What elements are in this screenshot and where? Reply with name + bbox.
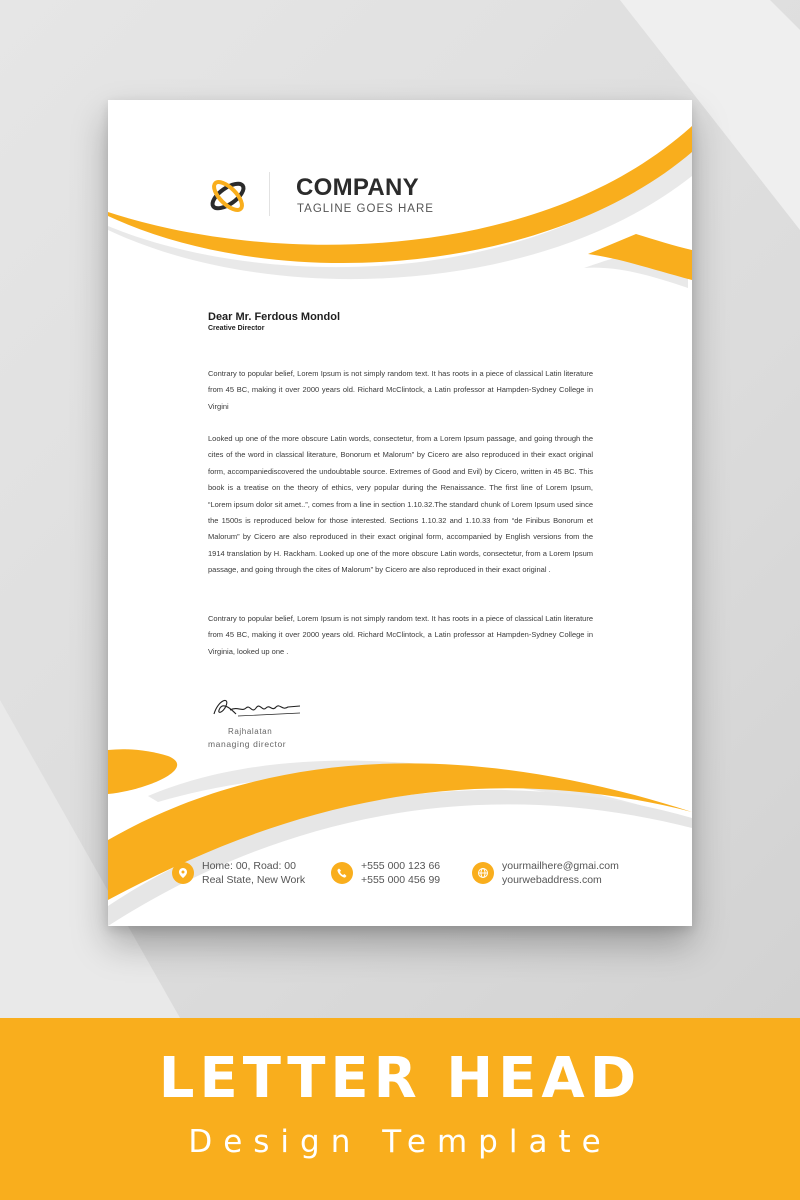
location-pin-icon [172, 862, 194, 884]
body-paragraph: Contrary to popular belief, Lorem Ipsum is not simply random text. It has roots in a piece of classical Latin literature from 45 BC, making it over 2000 years old. Richard McClintock, a Latin professor at Hampden-Sydney College in Virgini [208, 369, 593, 411]
body-paragraph: Looked up one of the more obscure Latin words, consectetur, from a Lorem Ipsum passage, and going through the cites of the word in classical literature, Bonorum et Malorum” by Cicero are also reproduced in their exact original form, accompaniediscovered the undoubtable source. Extremes of Good and Evil) by Cicero, written in 45 BC. This book is a treatise on the theory of ethics, very popular during the Renaissance. The first line of Lorem Ipsum, “Lorem ipsum dolor sit amet..”, comes from a line in section 1.10.32.The standard chunk of Lorem Ipsum used since the 1500s is reproduced below for those interested. Sections 1.10.32 and 1.10.33 from “de Finibus Bonorum et Malorum” by Cicero are also reproduced in their exact original form, accompanied by English versions from the 1914 translation by H. Rackham. Looked up one of the more obscure Latin words, consectetur, from a Lorem Ipsum passage, and going through the cites of Malorum” by Cicero are also reproduced in their exact original . [208, 434, 593, 575]
phone-icon [331, 862, 353, 884]
letterhead-page [108, 100, 692, 926]
handwritten-signature [208, 694, 308, 722]
banner-title: LETTER HEAD [158, 1046, 642, 1111]
title-banner [0, 1018, 800, 1200]
recipient-greeting: Dear Mr. Ferdous Mondol [208, 311, 341, 323]
contact-address [172, 859, 305, 887]
globe-icon [472, 862, 494, 884]
website-text: yourwebaddress.com [502, 874, 602, 886]
banner-subtitle: Design Template [188, 1124, 612, 1160]
address-line-1: Home: 00, Road: 00 [202, 860, 296, 872]
company-tagline: TAGLINE GOES HARE [297, 203, 434, 215]
signer-title: managing director [208, 739, 287, 749]
phone-line-1: +555 000 123 66 [361, 860, 441, 872]
orbit-logo-icon [206, 174, 250, 218]
signer-name: Rajhalatan [228, 727, 273, 736]
logo-divider [269, 172, 270, 216]
address-line-2: Real State, New Work [202, 874, 306, 886]
company-name: COMPANY [296, 174, 419, 201]
recipient-role: Creative Director [208, 325, 265, 332]
contact-web [472, 859, 619, 887]
body-paragraph: Contrary to popular belief, Lorem Ipsum is not simply random text. It has roots in a piece of classical Latin literature from 45 BC, making it over 2000 years old. Richard McClintock, a Latin professor at Hampden-Sydney College in Virginia, looked up one . [208, 614, 593, 656]
contact-phone [331, 859, 440, 887]
email-text: yourmailhere@gmai.com [502, 860, 619, 872]
phone-line-2: +555 000 456 99 [361, 874, 441, 886]
